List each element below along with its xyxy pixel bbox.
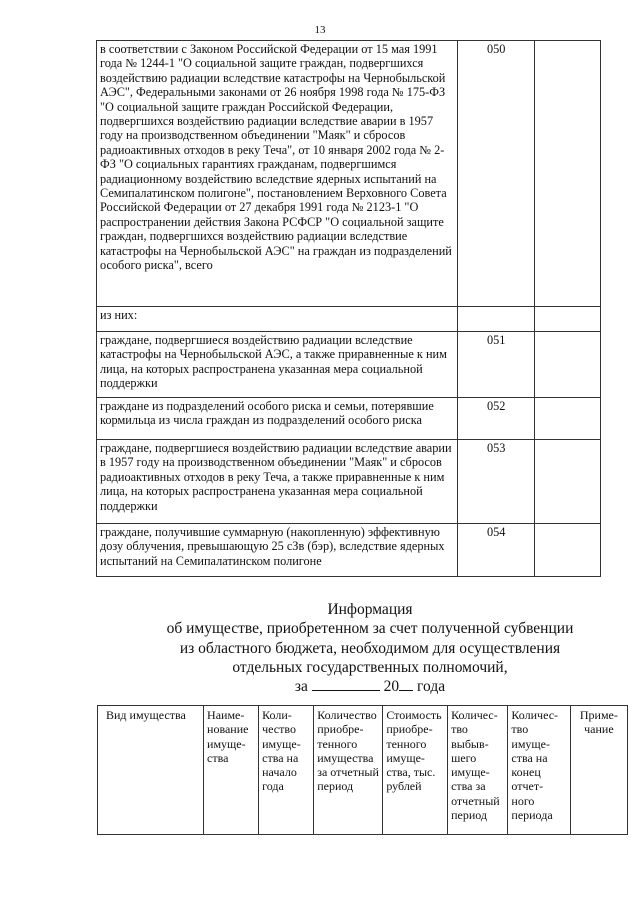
table-row [97, 440, 601, 524]
header-cell: Количес- тво выбыв- шего имуще- ства за отчетный период [448, 706, 508, 835]
row-text: граждане, получившие суммарную (накопленную) эффективную дозу облучения, превышающую 25 сЗв (бэр), вследствие ядерных испытаний на Семипалатинском полигоне [97, 524, 458, 577]
row-value [535, 41, 601, 307]
year-suffix: года [417, 678, 446, 696]
page-number: 13 [314, 24, 326, 36]
header-cell: Приме- чание [570, 706, 627, 835]
header-cell: Коли- чество имуще- ства на начало года [259, 706, 314, 835]
year-blank [399, 678, 413, 691]
table-row [97, 41, 601, 307]
table-row [97, 524, 601, 577]
property-table [97, 705, 628, 835]
row-code [458, 307, 535, 332]
row-code: 050 [458, 41, 535, 307]
row-value [535, 398, 601, 440]
table-row [97, 332, 601, 398]
section-heading [120, 600, 620, 696]
row-value [535, 440, 601, 524]
header-cell: Количество приобре- тенного имущества за отчетный период [314, 706, 383, 835]
beneficiaries-table [96, 40, 601, 577]
row-text: граждане, подвергшиеся воздействию радиации вследствие аварии в 1957 году на производственном объединении "Маяк" и сбросов радиоактивных отходов в реку Теча, а также приравненные к ним лица, на которых распространена указанная мера социальной поддержки [97, 440, 458, 524]
row-text: граждане, подвергшиеся воздействию радиации вследствие катастрофы на Чернобыльской АЭС, а также приравненные к ним лица, на которых распространена указанная мера социальной поддержки [97, 332, 458, 398]
heading-line: отдельных государственных полномочий, [232, 658, 508, 676]
header-cell: Наиме- нование имуще- ства [204, 706, 259, 835]
heading-line: об имуществе, приобретенном за счет полученной субвенции [166, 620, 574, 638]
period-blank [312, 678, 380, 691]
heading-title: Информация [327, 601, 413, 618]
row-value [535, 307, 601, 332]
table-header-row [98, 706, 628, 835]
row-code: 053 [458, 440, 535, 524]
row-value [535, 332, 601, 398]
table-row [97, 307, 601, 332]
year-prefix: 20 [383, 678, 400, 696]
row-text: из них: [97, 307, 458, 332]
header-cell: Стоимость приобре- тенного имуще- ства, тыс. рублей [383, 706, 448, 835]
heading-line: из областного бюджета, необходимом для осуществления [179, 639, 561, 657]
row-text: в соответствии с Законом Российской Федерации от 15 мая 1991 года № 1244-1 "О социальной защите граждан, подвергшихся воздействию радиации вследствие катастрофы на Чернобыльской АЭС", Федеральными законами от 26 ноября 1998 года № 175-ФЗ "О социальной защите граждан Российской Федерации, подвергшихся воздействию радиации вследствие аварии в 1957 году на производственном объединении "Маяк" и сбросов радиоактивных отходов в реку Теча", от 10 января 2002 года № 2-ФЗ "О социальных гарантиях гражданам, подвергшимся радиационному воздействию вследствие ядерных испытаний на Семипалатинском полигоне", постановлением Верховного Совета Российской Федерации от 27 декабря 1991 года № 2123-1 "О распространении действия Закона РСФСР "О социальной защите граждан, подвергшихся воздействию радиации вследствие катастрофы на Чернобыльской АЭС" на граждан из подразделений особого риска", всего [97, 41, 458, 307]
row-text: граждане из подразделений особого риска и семьи, потерявшие кормильца из числа граждан из подразделений особого риска [97, 398, 458, 440]
row-code: 054 [458, 524, 535, 577]
header-cell: Вид имущества [98, 706, 204, 835]
table-row [97, 398, 601, 440]
row-value [535, 524, 601, 577]
row-code: 051 [458, 332, 535, 398]
heading-period [120, 677, 620, 696]
period-label: за [294, 678, 308, 696]
header-cell: Количес- тво имуще- ства на конец отчет- ного периода [508, 706, 570, 835]
row-code: 052 [458, 398, 535, 440]
